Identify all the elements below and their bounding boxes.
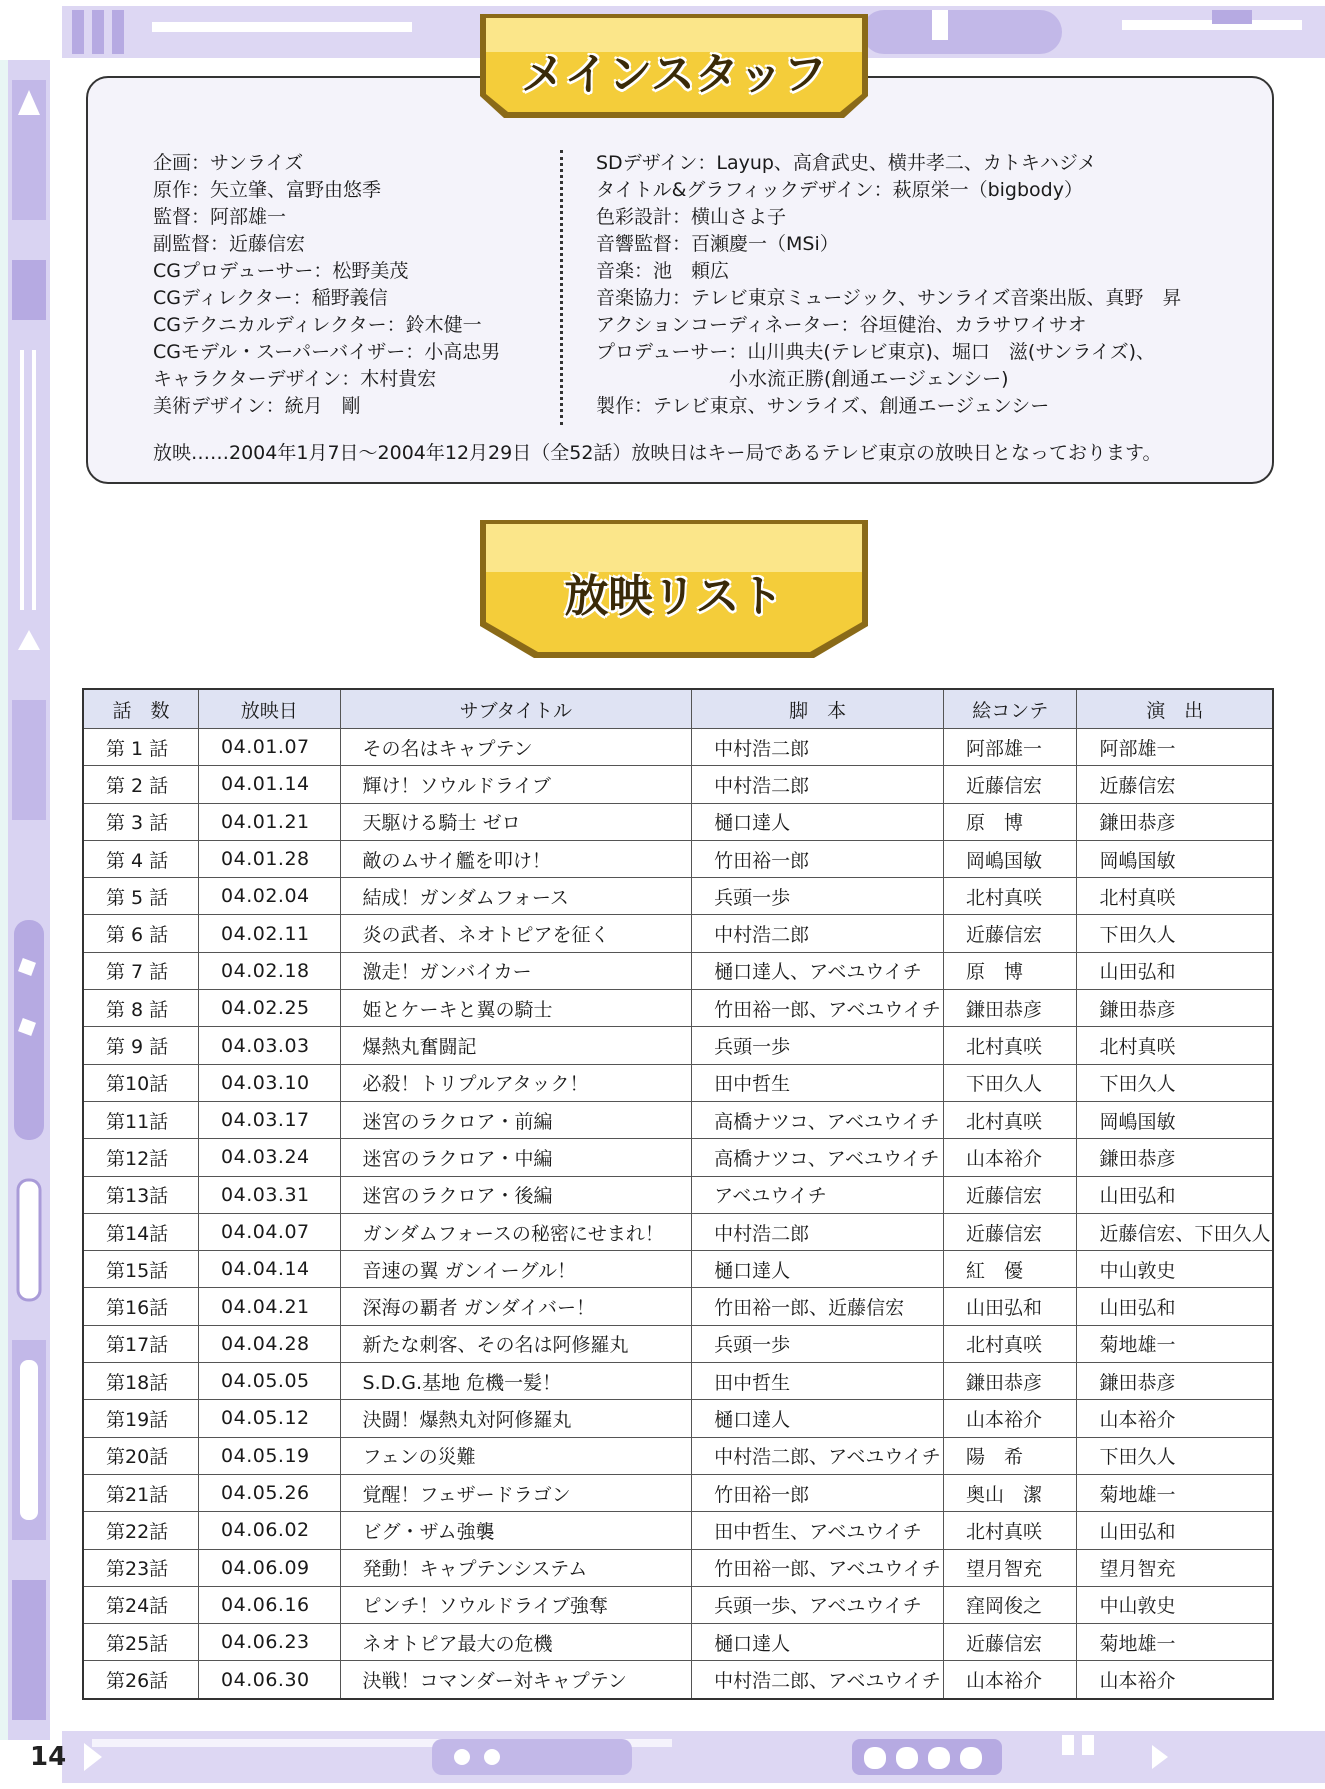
table-cell: 04.05.26 [199,1474,341,1511]
table-cell: 岡嶋国敏 [1077,1101,1273,1138]
table-cell: 樋口達人 [692,1400,944,1437]
table-row [83,1251,1273,1288]
table-cell: 第 2 話 [83,766,199,803]
table-cell: 第 3 話 [83,803,199,840]
table-cell: 鎌田恭彦 [1077,1363,1273,1400]
table-row [83,1661,1273,1699]
table-cell: 山本裕介 [944,1400,1077,1437]
table-cell: 04.02.04 [199,878,341,915]
table-cell: 竹田裕一郎、アベユウイチ [692,990,944,1027]
table-cell: 04.03.17 [199,1101,341,1138]
table-cell: 中山敦史 [1077,1586,1273,1623]
table-row [83,1288,1273,1325]
table-cell: 紅 優 [944,1251,1077,1288]
table-cell: 第 6 話 [83,915,199,952]
staff-line: 美術デザイン：統月 剛 [153,395,361,417]
table-cell: 第15話 [83,1251,199,1288]
table-cell: 04.03.03 [199,1027,341,1064]
staff-line: タイトル&グラフィックデザイン：萩原栄一（bigbody） [596,179,1083,201]
table-cell: 第19話 [83,1400,199,1437]
table-cell: 菊地雄一 [1077,1624,1273,1661]
table-cell: 山本裕介 [1077,1400,1273,1437]
table-cell: 中山敦史 [1077,1251,1273,1288]
table-cell: 中村浩二郎、アベユウイチ [692,1437,944,1474]
table-cell: 高橋ナツコ、アベユウイチ [692,1139,944,1176]
table-cell: 04.05.19 [199,1437,341,1474]
table-cell: 04.05.05 [199,1363,341,1400]
table-cell: 第16話 [83,1288,199,1325]
table-cell: 敵のムサイ艦を叩け！ [340,840,692,877]
table-row [83,1213,1273,1250]
table-cell: 輝け！ソウルドライブ [340,766,692,803]
staff-line: 製作：テレビ東京、サンライズ、創通エージェンシー [596,395,1050,417]
table-cell: 下田久人 [1077,1437,1273,1474]
table-cell: 第21話 [83,1474,199,1511]
table-cell: アベユウイチ [692,1176,944,1213]
table-cell: 鎌田恭彦 [1077,1139,1273,1176]
table-row [83,952,1273,989]
table-row [83,1400,1273,1437]
table-row [83,1512,1273,1549]
table-cell: 炎の武者、ネオトピアを征く [340,915,692,952]
table-cell: 兵頭一歩 [692,1027,944,1064]
table-cell: 望月智充 [944,1549,1077,1586]
table-cell: 第 7 話 [83,952,199,989]
table-cell: 近藤信宏、下田久人 [1077,1213,1273,1250]
broadcast-period-note: 放映……2004年1月7日～2004年12月29日（全52話）放映日はキー局であるテレビ東京の放映日となっております。 [153,442,1162,464]
table-row [83,1474,1273,1511]
staff-line: 音響監督：百瀬慶一（MSi） [596,233,839,255]
table-cell: 北村真咲 [1077,878,1273,915]
table-cell: 04.03.24 [199,1139,341,1176]
table-cell: 岡嶋国敏 [1077,840,1273,877]
table-row [83,840,1273,877]
table-cell: 山本裕介 [944,1139,1077,1176]
table-cell: 04.04.14 [199,1251,341,1288]
table-cell: 北村真咲 [944,1027,1077,1064]
table-cell: 田中哲生、アベユウイチ [692,1512,944,1549]
table-cell: 爆熱丸奮闘記 [340,1027,692,1064]
staff-line: 音楽：池 頼広 [596,260,730,282]
table-cell: 陽 希 [944,1437,1077,1474]
table-cell: 新たな刺客、その名は阿修羅丸 [340,1325,692,1362]
table-row [83,990,1273,1027]
table-cell: 北村真咲 [944,878,1077,915]
table-cell: 迷宮のラクロア・前編 [340,1101,692,1138]
table-cell: 山田弘和 [1077,1512,1273,1549]
table-row [83,766,1273,803]
table-cell: 窪岡俊之 [944,1586,1077,1623]
table-cell: 鎌田恭彦 [944,1363,1077,1400]
table-cell: 山本裕介 [1077,1661,1273,1699]
table-row [83,878,1273,915]
table-cell: 覚醒！フェザードラゴン [340,1474,692,1511]
column-header: 話 数 [83,689,199,729]
table-cell: 決戦！コマンダー対キャプテン [340,1661,692,1699]
table-cell: 原 博 [944,803,1077,840]
table-cell: 04.06.09 [199,1549,341,1586]
table-cell: 兵頭一歩 [692,878,944,915]
table-cell: 第26話 [83,1661,199,1699]
table-cell: 第 1 話 [83,729,199,766]
table-row [83,1139,1273,1176]
table-cell: 04.01.28 [199,840,341,877]
table-cell: 結成！ガンダムフォース [340,878,692,915]
table-cell: 下田久人 [1077,915,1273,952]
table-cell: 高橋ナツコ、アベユウイチ [692,1101,944,1138]
staff-line: 原作：矢立肇、富野由悠季 [153,179,382,201]
table-cell: 中村浩二郎 [692,766,944,803]
staff-line: 音楽協力：テレビ東京ミュージック、サンライズ音楽出版、真野 昇 [596,287,1182,309]
table-cell: 第 8 話 [83,990,199,1027]
table-cell: 竹田裕一郎、近藤信宏 [692,1288,944,1325]
table-cell: 04.06.16 [199,1586,341,1623]
table-cell: 第18話 [83,1363,199,1400]
table-cell: 第25話 [83,1624,199,1661]
staff-left-column [153,150,500,420]
table-cell: 北村真咲 [944,1512,1077,1549]
table-cell: 兵頭一歩 [692,1325,944,1362]
staff-right-column [596,150,1181,420]
table-cell: 第20話 [83,1437,199,1474]
column-header: サブタイトル [340,689,692,729]
table-cell: 中村浩二郎 [692,729,944,766]
table-cell: 山田弘和 [944,1288,1077,1325]
table-cell: 第22話 [83,1512,199,1549]
table-cell: 04.03.31 [199,1176,341,1213]
table-cell: 必殺！トリプルアタック！ [340,1064,692,1101]
table-cell: 天駆ける騎士 ゼロ [340,803,692,840]
staff-line: 企画：サンライズ [153,152,304,174]
table-row [83,1101,1273,1138]
table-cell: 04.04.21 [199,1288,341,1325]
table-cell: 近藤信宏 [944,1213,1077,1250]
table-cell: 第 4 話 [83,840,199,877]
table-cell: 樋口達人、アベユウイチ [692,952,944,989]
table-cell: 鎌田恭彦 [1077,803,1273,840]
table-cell: 激走！ガンバイカー [340,952,692,989]
table-cell: 望月智充 [1077,1549,1273,1586]
table-cell: 04.01.14 [199,766,341,803]
table-cell: 第11話 [83,1101,199,1138]
column-header: 絵コンテ [944,689,1077,729]
staff-line: SDデザイン：Layup、高倉武史、横井孝二、カトキハジメ [596,152,1097,174]
table-row [83,1176,1273,1213]
table-cell: 姫とケーキと翼の騎士 [340,990,692,1027]
table-cell: 近藤信宏 [1077,766,1273,803]
table-cell: 奥山 潔 [944,1474,1077,1511]
column-header: 放映日 [199,689,341,729]
table-cell: 04.02.18 [199,952,341,989]
column-header: 脚 本 [692,689,944,729]
staff-line: アクションコーディネーター：谷垣健治、カラサワイサオ [596,314,1087,336]
table-cell: 岡嶋国敏 [944,840,1077,877]
table-row [83,1325,1273,1362]
table-cell: 音速の翼 ガンイーグル！ [340,1251,692,1288]
table-cell: 竹田裕一郎、アベユウイチ [692,1549,944,1586]
table-cell: 04.02.11 [199,915,341,952]
table-row [83,915,1273,952]
table-cell: 樋口達人 [692,803,944,840]
table-cell: ピンチ！ソウルドライブ強奪 [340,1586,692,1623]
table-cell: 決闘！爆熱丸対阿修羅丸 [340,1400,692,1437]
table-cell: 近藤信宏 [944,766,1077,803]
table-cell: 中村浩二郎 [692,1213,944,1250]
staff-line: キャラクターデザイン：木村貴宏 [153,368,437,390]
broadcast-list-title: 放映リスト [564,571,784,622]
staff-line: CGプロデューサー：松野美茂 [153,260,409,282]
table-cell: 04.01.21 [199,803,341,840]
table-cell: 山田弘和 [1077,952,1273,989]
staff-line: 監督：阿部雄一 [153,206,287,228]
table-row [83,1549,1273,1586]
episode-table [82,688,1274,1700]
staff-line: CGディレクター：稲野義信 [153,287,388,309]
staff-line: プロデューサー：山川典夫(テレビ東京)、堀口 滋(サンライズ)、 [596,341,1155,363]
table-cell: 04.04.28 [199,1325,341,1362]
staff-divider [560,150,563,425]
table-cell: 第12話 [83,1139,199,1176]
bottom-frame-decoration [62,1725,1325,1789]
table-cell: 田中哲生 [692,1363,944,1400]
table-row [83,1586,1273,1623]
table-cell: 北村真咲 [1077,1027,1273,1064]
broadcast-list-banner [474,516,874,662]
staff-line: 小水流正勝(創通エージェンシー) [596,368,1009,390]
table-row [83,1363,1273,1400]
table-cell: 下田久人 [1077,1064,1273,1101]
table-cell: 第23話 [83,1549,199,1586]
staff-line: 色彩設計：横山さよ子 [596,206,787,228]
table-cell: 菊地雄一 [1077,1325,1273,1362]
table-cell: 04.06.30 [199,1661,341,1699]
table-row [83,1064,1273,1101]
table-row [83,803,1273,840]
left-frame-decoration [0,60,62,1740]
table-cell: 菊地雄一 [1077,1474,1273,1511]
main-staff-title: メインスタッフ [521,49,827,100]
table-cell: 竹田裕一郎 [692,840,944,877]
staff-line: CGテクニカルディレクター：鈴木健一 [153,314,482,336]
table-cell: 04.05.12 [199,1400,341,1437]
table-cell: 第24話 [83,1586,199,1623]
table-cell: 04.06.23 [199,1624,341,1661]
table-cell: 04.01.07 [199,729,341,766]
table-cell: 中村浩二郎 [692,915,944,952]
table-cell: 04.02.25 [199,990,341,1027]
table-cell: 北村真咲 [944,1325,1077,1362]
table-cell: 第13話 [83,1176,199,1213]
page-number: 14 [30,1742,67,1772]
table-cell: 迷宮のラクロア・後編 [340,1176,692,1213]
table-cell: 田中哲生 [692,1064,944,1101]
column-header: 演 出 [1077,689,1273,729]
table-cell: 山田弘和 [1077,1288,1273,1325]
table-cell: 阿部雄一 [1077,729,1273,766]
table-cell: フェンの災難 [340,1437,692,1474]
main-staff-banner [474,10,874,122]
table-row [83,1027,1273,1064]
table-cell: S.D.G.基地 危機一髪！ [340,1363,692,1400]
table-cell: 近藤信宏 [944,915,1077,952]
table-cell: 発動！キャプテンシステム [340,1549,692,1586]
table-cell: 04.06.02 [199,1512,341,1549]
staff-line: 副監督：近藤信宏 [153,233,306,255]
table-cell: 阿部雄一 [944,729,1077,766]
table-cell: 04.03.10 [199,1064,341,1101]
table-cell: 山本裕介 [944,1661,1077,1699]
table-cell: 第 5 話 [83,878,199,915]
table-cell: 迷宮のラクロア・中編 [340,1139,692,1176]
table-cell: 鎌田恭彦 [1077,990,1273,1027]
table-cell: 第17話 [83,1325,199,1362]
table-cell: 中村浩二郎、アベユウイチ [692,1661,944,1699]
table-cell: 04.04.07 [199,1213,341,1250]
table-cell: 竹田裕一郎 [692,1474,944,1511]
table-cell: 第 9 話 [83,1027,199,1064]
table-cell: ネオトピア最大の危機 [340,1624,692,1661]
table-cell: 深海の覇者 ガンダイバー！ [340,1288,692,1325]
table-cell: 山田弘和 [1077,1176,1273,1213]
table-row [83,1624,1273,1661]
table-cell: 原 博 [944,952,1077,989]
staff-line: CGモデル・スーパーバイザー：小高忠男 [153,341,501,363]
table-cell: 第10話 [83,1064,199,1101]
table-row [83,729,1273,766]
table-header-row [83,689,1273,729]
table-cell: 兵頭一歩、アベユウイチ [692,1586,944,1623]
table-cell: 下田久人 [944,1064,1077,1101]
table-cell: 鎌田恭彦 [944,990,1077,1027]
table-cell: 第14話 [83,1213,199,1250]
table-cell: 近藤信宏 [944,1624,1077,1661]
table-cell: ビグ・ザム強襲 [340,1512,692,1549]
table-cell: 北村真咲 [944,1101,1077,1138]
table-cell: 樋口達人 [692,1251,944,1288]
table-cell: ガンダムフォースの秘密にせまれ！ [340,1213,692,1250]
table-cell: 近藤信宏 [944,1176,1077,1213]
table-row [83,1437,1273,1474]
table-cell: その名はキャプテン [340,729,692,766]
table-cell: 樋口達人 [692,1624,944,1661]
